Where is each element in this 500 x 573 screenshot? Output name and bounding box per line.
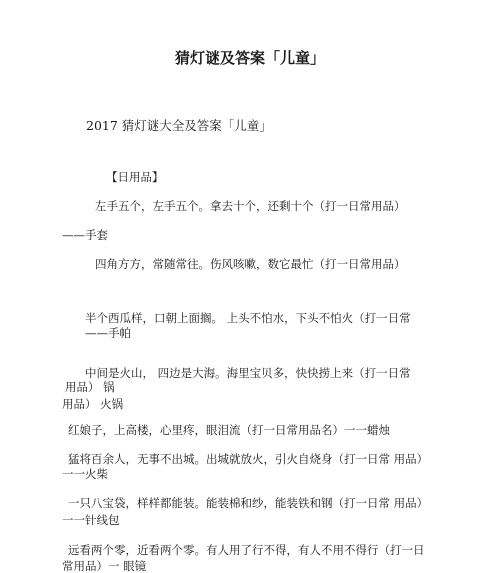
answer-line: ——手帕 [85, 326, 131, 340]
section-heading: 【日用品】 [106, 170, 164, 184]
answer-line: 用品） 锅 [65, 380, 115, 394]
riddle-line: 半个西瓜样，口朝上面搁。 上头不怕水，下头不怕火（打一日常 [85, 311, 411, 325]
riddle-line: 左手五个，左手五个。拿去十个，还剩十个（打一日常用品） [95, 199, 406, 213]
answer-line: 一一火柴 [62, 467, 108, 481]
document-title: 猜灯谜及答案「儿童」 [174, 49, 325, 67]
answer-line: 常用品）一 眼镜 [62, 559, 147, 573]
riddle-line: 远看两个零，近看两个零。有人用了行不得，有人不用不得行（打一日 [68, 543, 425, 557]
riddle-line: 四角方方，常随常往。伤风咳嗽，数它最忙（打一日常用品） [95, 257, 406, 271]
answer-line: 一一针线包 [62, 513, 120, 527]
riddle-line: 红娘子，上高楼，心里疼，眼泪流（打一日常用品名）一一蜡烛 [68, 423, 390, 437]
riddle-line: 猛将百余人，无事不出城。出城就放火，引火自烧身（打一日常 用品） [68, 452, 429, 466]
answer-line: 用品） 火锅 [62, 397, 124, 411]
answer-line: ——手套 [62, 228, 108, 242]
riddle-line: 中间是火山， 四边是大海。海里宝贝多，快快捞上来（打一日常 [85, 366, 411, 380]
document-subtitle: 2017 猜灯谜大全及答案「儿童」 [86, 118, 272, 133]
riddle-line: 一只八宝袋，样样都能装。能装棉和纱，能装铁和钢（打一日常 用品） [68, 496, 429, 510]
